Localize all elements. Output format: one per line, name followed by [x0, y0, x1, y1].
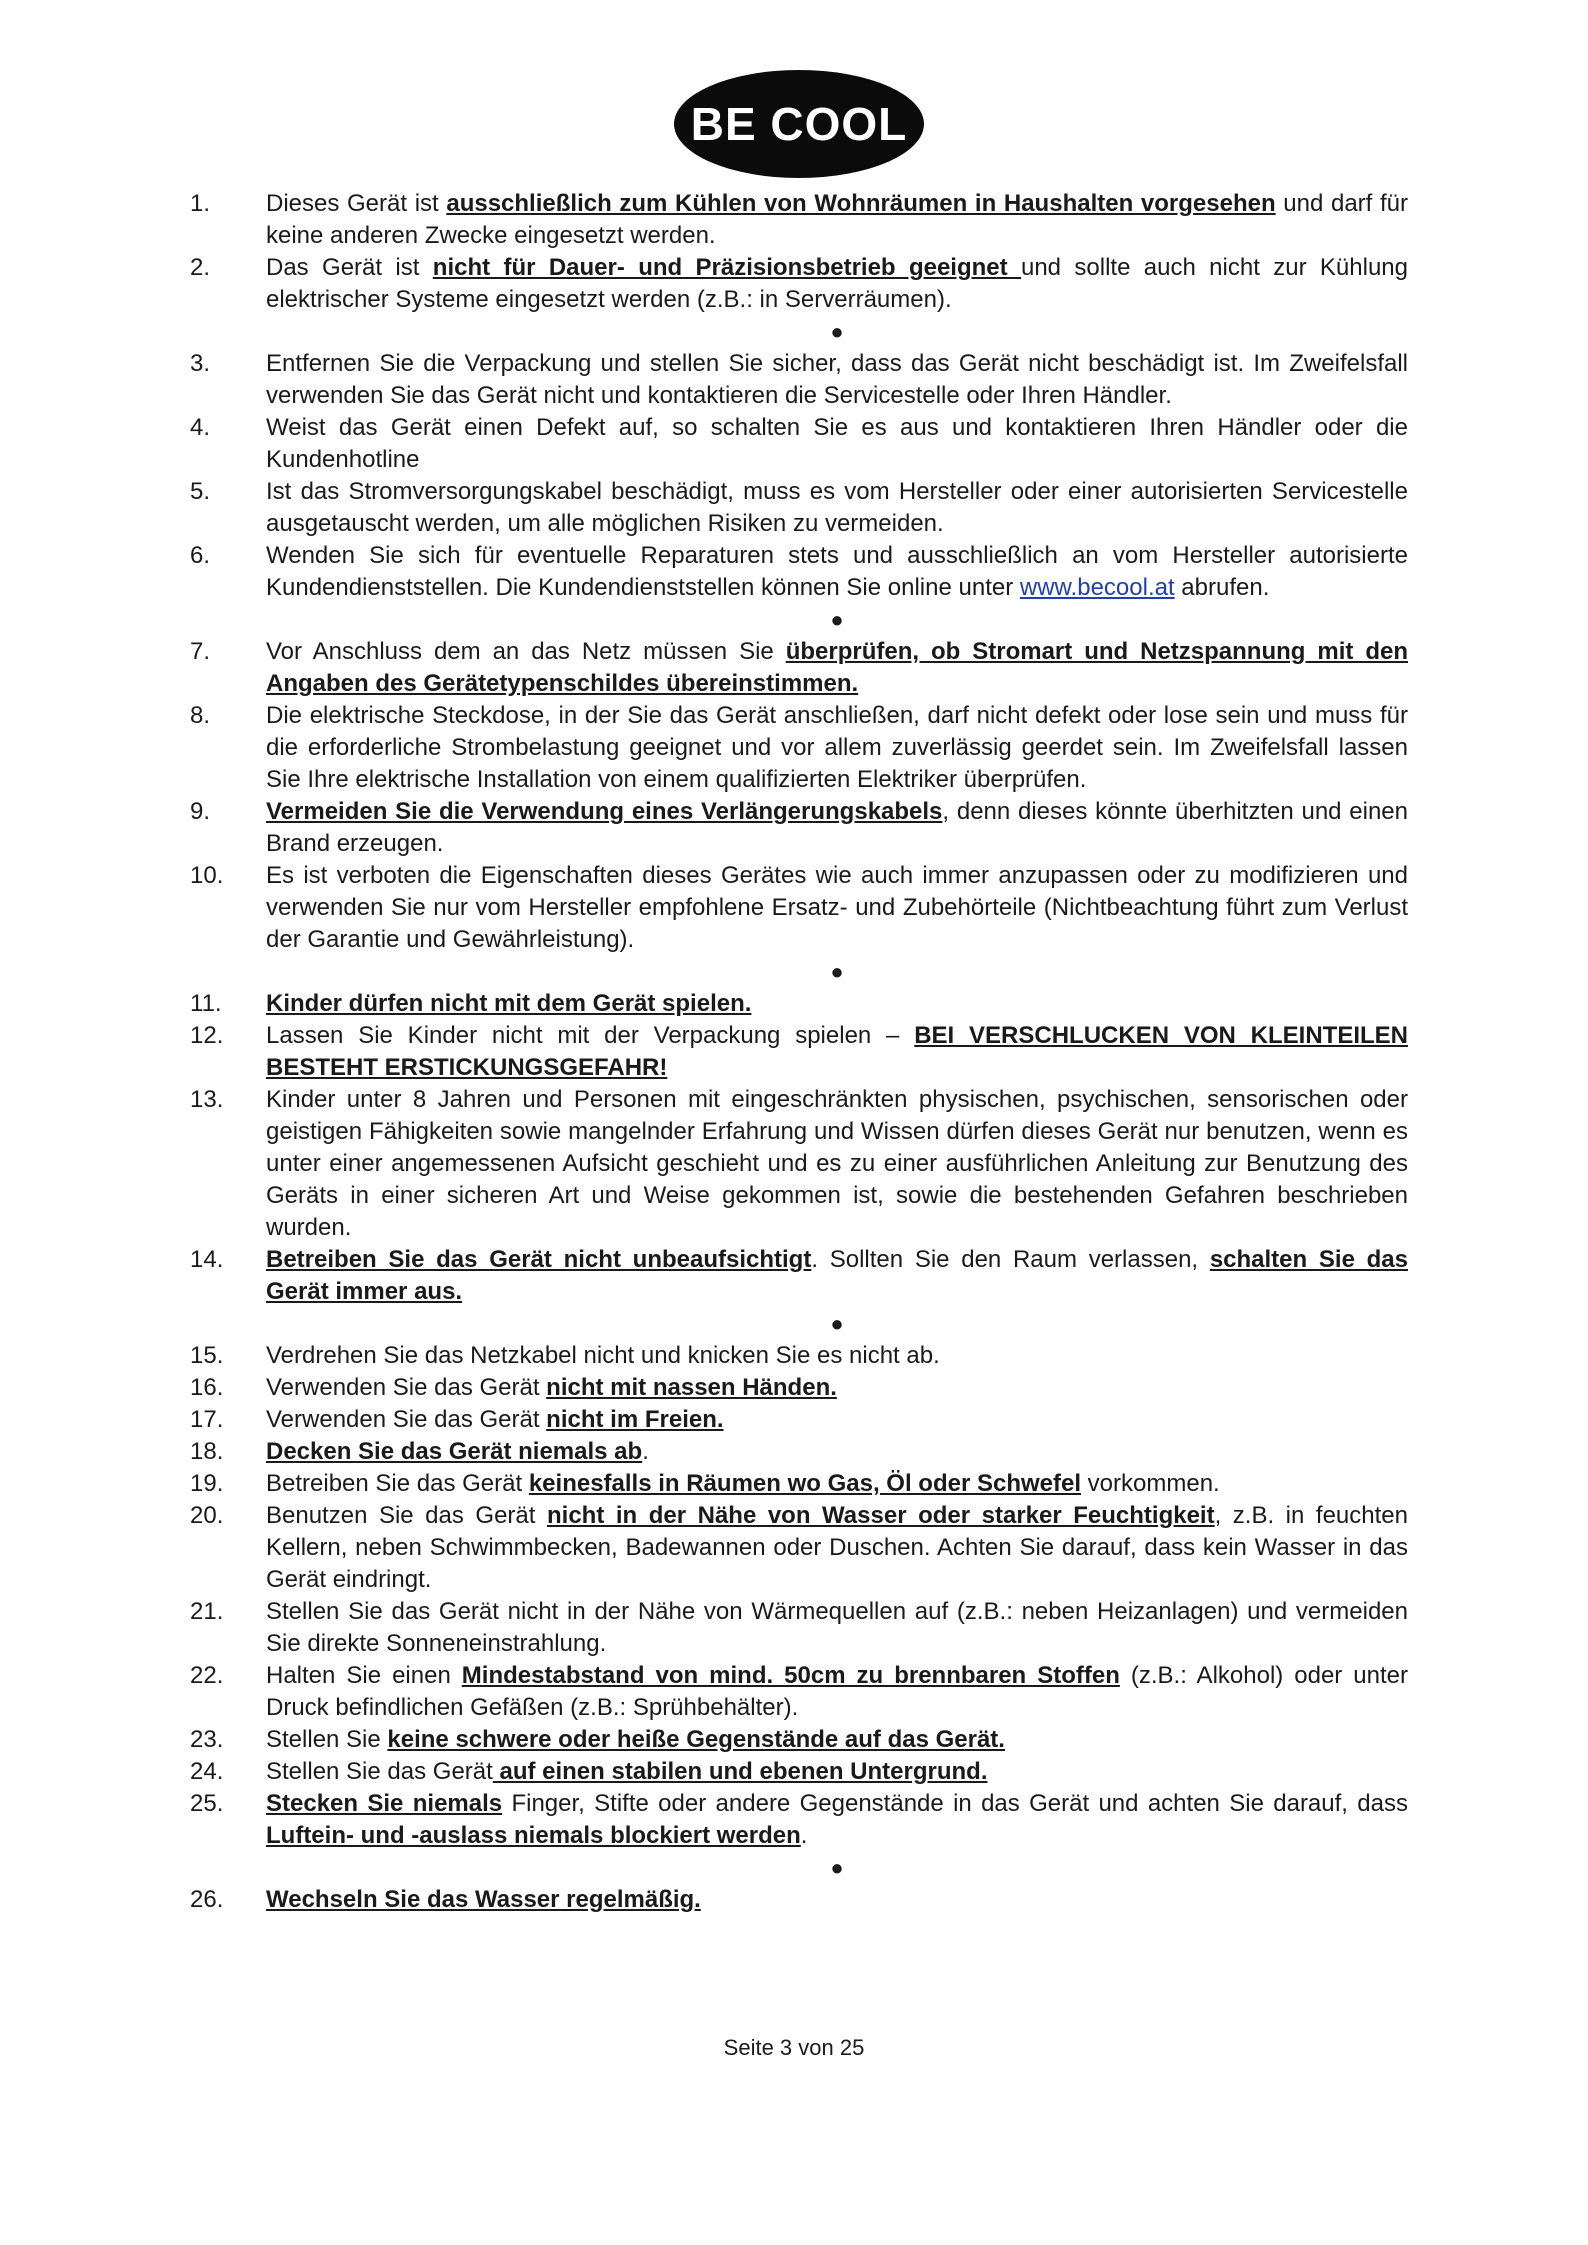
plain-text: Verdrehen Sie das Netzkabel nicht und knicken Sie es nicht ab.	[266, 1342, 940, 1369]
item-number: 18.	[190, 1438, 224, 1465]
item-text	[266, 540, 1408, 604]
plain-text: Stellen Sie	[266, 1726, 388, 1753]
item-number: 25.	[190, 1790, 224, 1817]
list-item	[190, 1724, 1408, 1756]
item-number: 10.	[190, 862, 224, 889]
item-text	[266, 1884, 1408, 1916]
plain-text: Vor Anschluss dem an das Netz müssen Sie	[266, 638, 786, 665]
list-item	[190, 1372, 1408, 1404]
plain-text: Weist das Gerät einen Defekt auf, so schalten Sie es aus und kontaktieren Ihren Händler oder die Kundenhotline	[266, 414, 1408, 473]
item-number: 13.	[190, 1086, 224, 1113]
emphasized-text: nicht mit nassen Händen.	[546, 1374, 837, 1401]
list-item	[190, 860, 1408, 956]
list-item	[190, 1596, 1408, 1660]
item-number: 7.	[190, 638, 211, 665]
item-text	[266, 476, 1408, 540]
plain-text: Die elektrische Steckdose, in der Sie das Gerät anschließen, darf nicht defekt oder lose sein und muss für die erforderliche Strombelastung geeignet und vor allem zuverlässig geerdet sein. Im Zweifelsfall lassen Sie Ihre elektrische Installation von einem qualifizierten Elektriker überprüfen.	[266, 702, 1408, 793]
emphasized-text: nicht im Freien.	[546, 1406, 724, 1433]
item-text	[266, 1084, 1408, 1244]
list-item	[190, 1404, 1408, 1436]
list-item	[190, 1436, 1408, 1468]
item-number: 23.	[190, 1726, 224, 1753]
plain-text: Verwenden Sie das Gerät	[266, 1374, 547, 1401]
emphasized-text: schalten Sie das Gerät immer aus.	[266, 1246, 1408, 1305]
emphasized-text: nicht in der Nähe von Wasser oder starker Feuchtigkeit	[546, 1502, 1215, 1529]
plain-text: Stellen Sie das Gerät	[266, 1758, 493, 1785]
list-item	[190, 1340, 1408, 1372]
item-number: 20.	[190, 1502, 224, 1529]
item-text	[266, 796, 1408, 860]
plain-text: Finger, Stifte oder andere Gegenstände in das Gerät und achten Sie darauf, dass	[502, 1790, 1408, 1817]
emphasized-text: nicht für Dauer- und Präzisionsbetrieb geeignet	[432, 254, 1021, 281]
plain-text: und sollte auch nicht zur Kühlung elektrischer Systeme eingesetzt werden (z.B.: in Serverräumen).	[266, 254, 1408, 313]
list-item	[190, 252, 1408, 316]
item-text	[266, 412, 1408, 476]
plain-text: und darf für keine anderen Zwecke eingesetzt werden.	[266, 190, 1408, 249]
plain-text: Lassen Sie Kinder nicht mit der Verpackung spielen –	[266, 1022, 915, 1049]
item-text	[266, 700, 1408, 796]
list-item	[190, 1468, 1408, 1500]
emphasized-text: ausschließlich zum Kühlen von Wohnräumen in Haushalten vorgesehen	[446, 190, 1276, 217]
emphasized-text: Mindestabstand von mind. 50cm zu brennbaren Stoffen	[461, 1662, 1120, 1689]
plain-text: .	[642, 1438, 649, 1465]
list-item	[190, 700, 1408, 796]
plain-text: . Sollten Sie den Raum verlassen,	[811, 1246, 1210, 1273]
emphasized-text: Wechseln Sie das Wasser regelmäßig.	[266, 1886, 701, 1913]
list-item	[190, 1020, 1408, 1084]
item-number: 17.	[190, 1406, 224, 1433]
plain-text: Entfernen Sie die Verpackung und stellen Sie sicher, dass das Gerät nicht beschädigt ist. Im Zweifelsfall verwenden Sie das Gerät nicht und kontaktieren die Servicestelle oder Ihren Händler.	[266, 350, 1408, 409]
plain-text: Verwenden Sie das Gerät	[266, 1406, 547, 1433]
item-text	[266, 1244, 1408, 1308]
plain-text: Das Gerät ist	[266, 254, 433, 281]
plain-text: .	[800, 1822, 808, 1849]
item-text	[266, 860, 1408, 956]
list-item	[190, 412, 1408, 476]
plain-text: , z.B. in feuchten Kellern, neben Schwimmbecken, Badewannen oder Duschen. Achten Sie darauf, dass kein Wasser in das Gerät eindringt.	[266, 1502, 1408, 1593]
section-separator-bullet: ●	[830, 1311, 844, 1336]
item-text	[266, 1500, 1408, 1596]
section-separator-bullet: ●	[830, 959, 844, 984]
item-number: 4.	[190, 414, 211, 441]
list-item	[190, 636, 1408, 700]
list-item	[190, 476, 1408, 540]
emphasized-text: keinesfalls in Räumen wo Gas, Öl oder Schwefel	[528, 1470, 1082, 1497]
list-item	[190, 1244, 1408, 1308]
item-text	[266, 1596, 1408, 1660]
item-number: 9.	[190, 798, 211, 825]
section-separator-bullet: ●	[830, 607, 844, 632]
list-item	[190, 1788, 1408, 1852]
plain-text: vorkommen.	[1081, 1470, 1220, 1497]
emphasized-text: BEI VERSCHLUCKEN VON KLEINTEILEN BESTEHT ERSTICKUNGSGEFAHR!	[266, 1022, 1408, 1081]
item-number: 2.	[190, 254, 211, 281]
item-text	[266, 1756, 1408, 1788]
item-text	[266, 1788, 1408, 1852]
item-number: 5.	[190, 478, 211, 505]
list-item	[190, 348, 1408, 412]
plain-text: Stellen Sie das Gerät nicht in der Nähe von Wärmequellen auf (z.B.: neben Heizanlagen) und vermeiden Sie direkte Sonneneinstrahlung.	[266, 1598, 1408, 1657]
item-text	[266, 636, 1408, 700]
emphasized-text: Betreiben Sie das Gerät nicht unbeaufsichtigt	[266, 1246, 812, 1273]
item-text	[266, 1724, 1408, 1756]
item-text	[266, 1404, 1408, 1436]
plain-text: Benutzen Sie das Gerät	[266, 1502, 547, 1529]
item-number: 6.	[190, 542, 211, 569]
item-number: 21.	[190, 1598, 224, 1625]
emphasized-text: Kinder dürfen nicht mit dem Gerät spielen.	[266, 990, 752, 1017]
list-item	[190, 1756, 1408, 1788]
emphasized-text: überprüfen, ob Stromart und Netzspannung mit den Angaben des Gerätetypenschildes übereinstimmen.	[266, 638, 1408, 697]
plain-text: , denn dieses könnte überhitzten und einen Brand erzeugen.	[266, 798, 1409, 857]
item-text	[266, 1660, 1408, 1724]
item-number: 22.	[190, 1662, 224, 1689]
item-number: 1.	[190, 190, 211, 217]
item-number: 19.	[190, 1470, 224, 1497]
item-number: 11.	[190, 990, 222, 1017]
plain-text: Kinder unter 8 Jahren und Personen mit eingeschränkten physischen, psychischen, sensorischen oder geistigen Fähigkeiten sowie mangelnder Erfahrung und Wissen dürfen dieses Gerät nur benutzen, wenn es unter einer angemessenen Aufsicht geschieht und es zu einer ausführlichen Anleitung zur Benutzung des Geräts in einer sicheren Art und Weise gekommen ist, sowie die bestehenden Gefahren beschrieben wurden.	[266, 1086, 1408, 1241]
item-number: 8.	[190, 702, 211, 729]
emphasized-text: keine schwere oder heiße Gegenstände auf das Gerät.	[387, 1726, 1005, 1753]
plain-text: abrufen.	[1174, 574, 1270, 601]
item-number: 24.	[190, 1758, 224, 1785]
plain-text: Betreiben Sie das Gerät	[266, 1470, 529, 1497]
item-text	[266, 252, 1408, 316]
plain-text: Ist das Stromversorgungskabel beschädigt, muss es vom Hersteller oder einer autorisierten Servicestelle ausgetauscht werden, um alle möglichen Risiken zu vermeiden.	[266, 478, 1408, 537]
item-text	[266, 188, 1408, 252]
emphasized-text: Decken Sie das Gerät niemals ab	[266, 1438, 643, 1465]
plain-text: Es ist verboten die Eigenschaften dieses Gerätes wie auch immer anzupassen oder zu modifizieren und verwenden Sie nur vom Hersteller empfohlene Ersatz- und Zubehörteile (Nichtbeachtung führt zum Verlust der Garantie und Gewährleistung).	[266, 862, 1408, 953]
item-text	[266, 1468, 1408, 1500]
list-item	[190, 988, 1408, 1020]
page-number: Seite 3 von 25	[723, 2035, 865, 2060]
emphasized-text: auf einen stabilen und ebenen Untergrund.	[492, 1758, 988, 1785]
item-number: 12.	[190, 1022, 224, 1049]
section-separator-bullet: ●	[830, 1855, 844, 1880]
item-number: 16.	[190, 1374, 224, 1401]
plain-text: (z.B.: Alkohol) oder unter Druck befindlichen Gefäßen (z.B.: Sprühbehälter).	[266, 1662, 1409, 1721]
item-number: 15.	[190, 1342, 224, 1369]
list-item	[190, 540, 1408, 604]
plain-text: Dieses Gerät ist	[266, 190, 447, 217]
list-item	[190, 1660, 1408, 1724]
list-item	[190, 796, 1408, 860]
item-text	[266, 1436, 1408, 1468]
item-text	[266, 988, 1408, 1020]
logo-text: BE COOL	[690, 98, 908, 150]
plain-text: Halten Sie einen	[266, 1662, 462, 1689]
item-text	[266, 348, 1408, 412]
list-item	[190, 188, 1408, 252]
emphasized-text: Stecken Sie niemals	[266, 1790, 503, 1817]
safety-instructions-list	[190, 188, 1408, 1916]
be-cool-logo	[674, 70, 924, 178]
item-text	[266, 1020, 1408, 1084]
item-text	[266, 1372, 1408, 1404]
item-number: 14.	[190, 1246, 224, 1273]
website-link[interactable]: www.becool.at	[1019, 574, 1175, 601]
item-number: 3.	[190, 350, 211, 377]
section-separator-bullet: ●	[830, 319, 844, 344]
list-item	[190, 1084, 1408, 1244]
list-item	[190, 1884, 1408, 1916]
emphasized-text: Luftein- und -auslass niemals blockiert werden	[266, 1822, 801, 1849]
item-text	[266, 1340, 1408, 1372]
list-item	[190, 1500, 1408, 1596]
emphasized-text: Vermeiden Sie die Verwendung eines Verlängerungskabels	[266, 798, 943, 825]
item-number: 26.	[190, 1886, 224, 1913]
plain-text: Wenden Sie sich für eventuelle Reparaturen stets und ausschließlich an vom Hersteller autorisierte Kundendienststellen. Die Kundendienststellen können Sie online unter	[266, 542, 1408, 601]
